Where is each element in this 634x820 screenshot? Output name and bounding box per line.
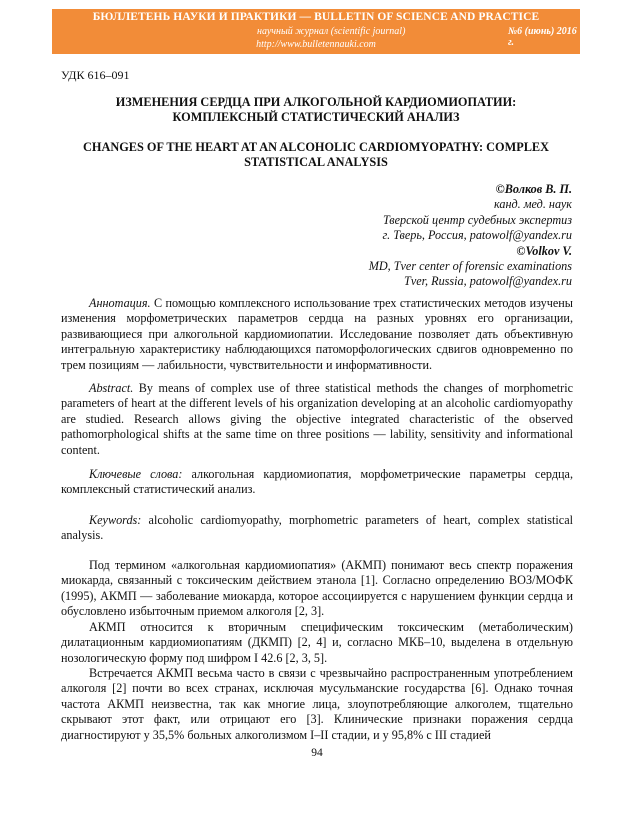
abstract-en-text: By means of complex use of three statistical methods the changes of morphometric parameters of heart at the different levels of his organization developing at an alcoholic cardiomyopathy are studied. Research allows giving the objective integrated characteristic of the observed pathomorphological shifts at the same time on three positions — lability, sensitivity and informational content.	[61, 381, 573, 457]
udk-code: УДК 616–091	[61, 68, 130, 82]
author-name-ru: ©Волков В. П.	[495, 182, 572, 196]
title-ru-line1: ИЗМЕНЕНИЯ СЕРДЦА ПРИ АЛКОГОЛЬНОЙ КАРДИОМИОПАТИИ:	[115, 95, 517, 109]
title-en-line2: STATISTICAL ANALYSIS	[244, 155, 388, 169]
journal-header-banner	[52, 9, 580, 54]
author-name-en: ©Volkov V.	[516, 243, 572, 258]
abstract-russian	[61, 296, 573, 373]
author-address-en: Tver, Russia, patowolf@yandex.ru	[404, 274, 572, 289]
keywords-english	[61, 513, 573, 544]
abstract-en-label: Abstract.	[89, 381, 134, 395]
journal-url[interactable]: http://www.bulletennauki.com	[256, 39, 376, 50]
author-degree-en: MD, Tver center of forensic examinations	[368, 259, 572, 274]
body-paragraph-1: Под термином «алкогольная кардиомиопатия» (АКМП) понимают весь спектр поражения миокарда, связанный с токсическим действием этанола [1]. Согласно определению ВОЗ/МОФК (1995), АКМП — заболевание миокарда, которое ассоциируется с нарушением функции сердца и обусловлено избыточным приемом алкоголя [2, 3].	[61, 558, 573, 619]
body-paragraph-3: Встречается АКМП весьма часто в связи с чрезвычайно распространенным употреблением алкоголя [2] почти во всех странах, исключая мусульманские государства [6]. Однако точная частота АКМП неизвестна, так как многие лица, злоупотребляющие алкоголем, тщательно скрывают этот факт, или отрицают его [3]. Клинические признаки поражения сердца диагностируют у 35,5% больных алкоголизмом I–II стадии, и у 95,8% с III стадией	[61, 666, 573, 742]
title-en-line1: CHANGES OF THE HEART AT AN ALCOHOLIC CARDIOMYOPATHY: COMPLEX	[83, 140, 549, 154]
body-paragraph-2: АКМП относится к вторичным специфическим токсическим (метаболическим) дилатационным кардиомиопатиям (ДКМП) [2, 4] и, согласно МКБ–10, выделена в отдельную нозологическую форму под шифром I 42.6 [2, 3, 5].	[61, 620, 573, 665]
keywords-en-label: Keywords:	[89, 513, 142, 527]
author-address-ru: г. Тверь, Россия, patowolf@yandex.ru	[382, 228, 572, 243]
abstract-english	[61, 381, 573, 458]
keywords-russian	[61, 467, 573, 498]
keywords-ru-text: алкогольная кардиомиопатия, морфометрические параметры сердца, комплексный статистический анализ.	[61, 467, 573, 497]
page-number: 94	[311, 747, 323, 759]
title-russian	[61, 95, 571, 125]
keywords-ru-label: Ключевые слова:	[89, 467, 183, 481]
author-block	[369, 182, 572, 290]
journal-subtitle: научный журнал (scientific journal)	[257, 26, 406, 37]
author-org-ru: Тверской центр судебных экспертиз	[382, 212, 572, 227]
author-degree-ru: канд. мед. наук	[493, 197, 572, 212]
abstract-ru-label: Аннотация.	[89, 296, 151, 310]
journal-title: БЮЛЛЕТЕНЬ НАУКИ И ПРАКТИКИ — BULLETIN OF SCIENCE AND PRACTICE	[92, 11, 540, 23]
keywords-en-text: alcoholic cardiomyopathy, morphometric parameters of heart, complex statistical analysis.	[61, 513, 573, 543]
abstract-ru-text: С помощью комплексного использование трех статистических методов изучены изменения морфометрических параметров сердца на разных уровнях его организации, развивающиеся при алкогольной кардиомиопатии. Исследование позволяет дать объективную интегральную характеристику наблюдающихся патоморфологических сдвигов одновременно по трем позициям — лабильности, чувствительности и информативности.	[61, 296, 573, 372]
title-english	[61, 140, 571, 170]
title-ru-line2: КОМПЛЕКСНЫЙ СТАТИСТИЧЕСКИЙ АНАЛИЗ	[172, 110, 460, 124]
journal-issue: №6 (июнь) 2016 г.	[508, 26, 577, 48]
